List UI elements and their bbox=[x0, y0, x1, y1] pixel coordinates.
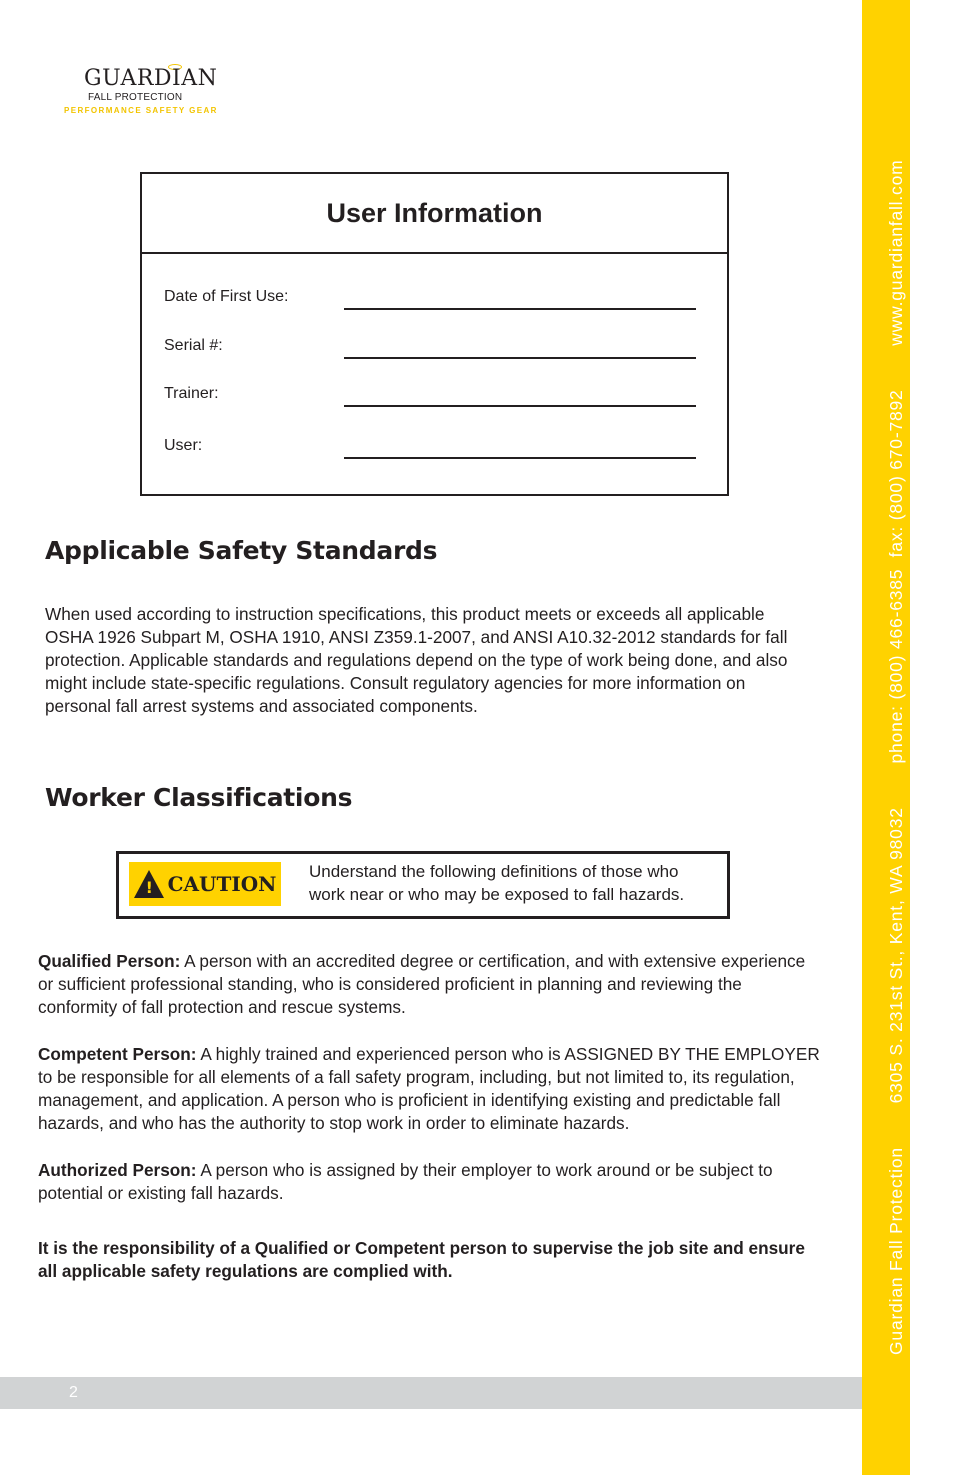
definition-term: Qualified Person: bbox=[38, 951, 181, 971]
caution-badge bbox=[129, 862, 281, 906]
classifications-heading: Worker Classifications bbox=[45, 783, 353, 812]
fill-in-line bbox=[344, 308, 696, 310]
definition-text: A person who is assigned by their employer to work around or be subject to potential or existing fall hazards. bbox=[38, 1160, 773, 1203]
definition-text: A person with an accredited degree or certification, and with extensive experience or sufficient professional standing, who is considered proficient in planning and reviewing the conformity of fall protection and rescue systems. bbox=[38, 951, 806, 1017]
caution-label: CAUTION bbox=[167, 872, 277, 896]
sidebar-contact-text bbox=[886, 122, 907, 1355]
page-number: 2 bbox=[69, 1384, 78, 1401]
footer-bar bbox=[0, 1377, 862, 1409]
contact-sidebar bbox=[862, 0, 910, 1475]
field-label: Serial #: bbox=[164, 337, 223, 354]
standards-paragraph: When used according to instruction specifications, this product meets or exceeds all applicable OSHA 1926 Subpart M, OSHA 1910, ANSI Z359.1-2007, and ANSI A10.32-2012 standards for fall protection. Applicable standards and regulations depend on the type of work being done, and also might include state-specific regulations. Consult regulatory agencies for more information on personal fall arrest systems and associated components. bbox=[45, 604, 788, 716]
definition-text: A highly trained and experienced person who is ASSIGNED BY THE EMPLOYER to be responsible for all elements of a fall safety program, including, but not limited to, its regulation, management, and application. A person who is proficient in identifying existing and predictable fall hazards, and who has the authority to stop work in order to eliminate hazards. bbox=[38, 1044, 820, 1133]
warning-triangle-icon: ! bbox=[134, 870, 164, 898]
definition-term: Authorized Person: bbox=[38, 1160, 197, 1180]
user-field bbox=[164, 429, 696, 459]
logo-tagline: PERFORMANCE SAFETY GEAR bbox=[64, 106, 218, 115]
field-label: User: bbox=[164, 437, 203, 454]
trainer-field bbox=[164, 377, 696, 407]
date-of-first-use-field bbox=[164, 280, 696, 310]
competent-person-definition bbox=[38, 1043, 828, 1135]
guardian-logo bbox=[64, 64, 224, 120]
fill-in-line bbox=[344, 457, 696, 459]
sidebar-website: www.guardianfall.com bbox=[886, 159, 906, 346]
sidebar-company: Guardian Fall Protection bbox=[886, 1147, 906, 1355]
sidebar-phone-fax: phone: (800) 466-6385 fax: (800) 670-7892 bbox=[886, 389, 906, 764]
definition-term: Competent Person: bbox=[38, 1044, 197, 1064]
qualified-person-definition bbox=[38, 950, 824, 1019]
field-label: Trainer: bbox=[164, 385, 219, 402]
authorized-person-definition bbox=[38, 1159, 828, 1205]
fill-in-line bbox=[344, 405, 696, 407]
user-information-box bbox=[140, 172, 729, 496]
serial-number-field bbox=[164, 329, 696, 359]
logo-subtitle: FALL PROTECTION bbox=[88, 92, 183, 103]
sidebar-address: 6305 S. 231st St., Kent, WA 98032 bbox=[886, 807, 906, 1104]
responsibility-statement: It is the responsibility of a Qualified or Competent person to supervise the job site and ensure all applicable safety regulations are complied with. bbox=[38, 1238, 805, 1281]
user-information-title: User Information bbox=[142, 174, 727, 254]
field-label: Date of First Use: bbox=[164, 288, 289, 305]
caution-box bbox=[116, 851, 730, 919]
fill-in-line bbox=[344, 357, 696, 359]
standards-heading: Applicable Safety Standards bbox=[45, 536, 438, 565]
caution-text: Understand the following definitions of those who work near or who may be exposed to fall hazards. bbox=[309, 862, 685, 904]
logo-wordmark: GUARDIAN bbox=[84, 66, 218, 91]
